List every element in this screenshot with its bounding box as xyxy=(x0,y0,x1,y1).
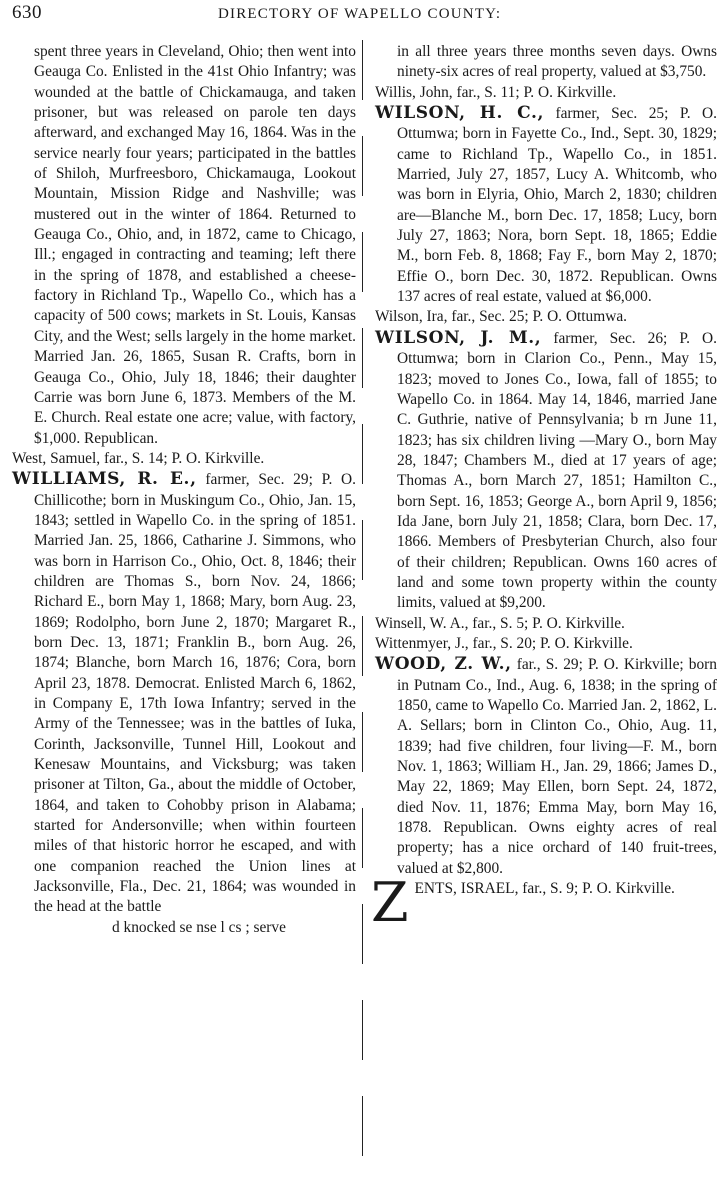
page-header xyxy=(0,0,724,30)
entry-wilson-jm xyxy=(375,328,717,614)
entry-west-samuel: West, Samuel, far., S. 14; P. O. Kirkville. xyxy=(12,449,265,467)
running-title: DIRECTORY OF WAPELLO COUNTY: xyxy=(218,6,502,22)
entry-body-wilson-jm: farmer, Sec. 26; P. O. Ottumwa; born in Clarion Co., Penn., May 15, 1823; moved to Jones Co., Iowa, fall of 1855; to Wapello Co. in 1864. May 14, 1846, married Jane C. Guthrie, native of Pennsylvania; b rn June 11, 1823; has six children living —Mary O., born May 28, 1847; Chambers M., died at 17 years of age; Thomas A., born March 27, 1851; Hamilton C., born Sept. 16, 1853; George A., born April 9, 1856; Ida Jane, born July 21, 1858; Clara, born Dec. 17, 1866. Members of Presbyterian Church, also four of their children; Republican. Owns 160 acres of land and some town property within the county limits, valued at $9,200. xyxy=(397,329,717,612)
entry-body-wilson-hc: farmer, Sec. 25; P. O. Ottumwa; born in Fayette Co., Ind., Sept. 30, 1829; came to Richland Tp., Wapello Co., in 1851. Married, July 27, 1857, Lucy A. Whitcomb, who was born in Elyria, Ohio, March 2, 1830; children are—Blanche M., born Dec. 17, 1858; Lucy, born July 27, 1863; Nora, born Sept. 18, 1865; Eddie M., born Feb. 8, 1868; Fay F., born May 2, 1870; Effie O., born Dec. 30, 1872. Republican. Owns 137 acres of real estate, valued at $6,000. xyxy=(397,105,717,306)
entry-zents-israel xyxy=(371,871,717,935)
entry-willis-john: Willis, John, far., S. 11; P. O. Kirkville. xyxy=(375,83,617,101)
left-column xyxy=(12,42,356,938)
entry-williams-re xyxy=(12,469,356,918)
entry-name-wood: WOOD, Z. W., xyxy=(375,654,512,675)
entry-name-williams: WILLIAMS, R. E., xyxy=(12,469,197,490)
entry-body-williams: farmer, Sec. 29; P. O. Chillicothe; born in Muskingum Co., Ohio, Jan. 15, 1843; settled in Wapello Co. in the spring of 1851. Married Jan. 25, 1866, Catharine J. Simmons, who was born in Harrison Co., Ohio, Oct. 8, 1846; their children are Thomas S., born Nov. 24, 1866; Richard E., born May 1, 1868; Mary, born Aug. 23, 1869; Rodolpho, born June 2, 1870; Margaret R., born Dec. 13, 1871; Franklin B., born Aug. 26, 1874; Blanche, born March 16, 1876; Cora, born April 23, 1878. Democrat. Enlisted March 6, 1862, in Company E, 17th Iowa Infantry; served in the Army of the Tennessee; was in the battles of Iuka, Corinth, Jacksonville, Tunnel Hill, Lookout and Kenesaw Mountains, and Vicksburg; was taken prisoner at Tilton, Ga., about the middle of October, 1864, and taken to Cohobby prison in Alabama; started for Andersonville; when within fourteen miles of that historic horror he escaped, and with one companion reached the Union lines at Jacksonville, Fla., Dec. 21, 1864; was wounded in the head at the battle xyxy=(34,471,357,916)
entry-name-wilson-jm: WILSON, J. M., xyxy=(375,327,542,348)
entry-williams-tail: d knocked se nse l cs ; serve xyxy=(112,918,286,936)
entry-body-zents: ENTS, ISRAEL, far., S. 9; P. O. Kirkville. xyxy=(414,880,675,898)
entry-winsell: Winsell, W. A., far., S. 5; P. O. Kirkville. xyxy=(375,614,625,632)
column-rule xyxy=(362,40,363,1190)
entry-wilson-ira: Wilson, Ira, far., Sec. 25; P. O. Ottumwa. xyxy=(375,308,628,326)
right-column xyxy=(371,42,717,935)
entry-wood-zw xyxy=(375,654,717,879)
entry-continuation-right: in all three years three months seven days. Owns ninety-six acres of real property, valued at $3,750. xyxy=(397,43,717,81)
entry-wilson-hc xyxy=(375,103,717,307)
entry-wittenmyer: Wittenmyer, J., far., S. 20; P. O. Kirkville. xyxy=(375,634,633,652)
entry-body-wood: far., S. 29; P. O. Kirkville; born in Putnam Co., Ind., Aug. 6, 1838; in the spring of 1850, came to Wapello Co. Married Jan. 2, 1862, L. A. Sellars; born in Clinton Co., Ohio, Aug. 11, 1839; had five children, four living—F. M., born Nov. 1, 1863; William H., Jan. 29, 1866; James D., May 22, 1869; May Ellen, born Sept. 24, 1872, died Nov. 11, 1876; Emma May, born May 16, 1878. Republican. Owns eighty acres of real property; has a nice orchard of 140 fruit-trees, valued at $2,800. xyxy=(397,656,717,877)
page-number: 630 xyxy=(12,2,42,23)
entry-name-wilson-hc: WILSON, H. C., xyxy=(375,103,544,124)
entry-continuation-left: spent three years in Cleveland, Ohio; then went into Geauga Co. Enlisted in the 41st Ohio Infantry; was wounded at the battle of Chickamauga, and taken prisoner, but was released on parole ten days afterward, and exchanged May 16, 1864. Was in the service nearly four years; participated in the battles of Shiloh, Murfreesboro, Chickamauga, Lookout Mountain, Mission Ridge and Nashville; was mustered out in the winter of 1864. Returned to Geauga Co., Ohio, and, in 1872, came to Chicago, Ill.; engaged in contracting and teaming; left there in the spring of 1878, and established a cheese-factory in Richland Tp., Wapello Co., which has a capacity of 500 cows; markets in St. Louis, Kansas City, and the West; sells largely in the home market. Married Jan. 26, 1865, Susan R. Crafts, born in Geauga Co., Ohio, July 18, 1846; their daughter Carrie was born June 6, 1873. Members of the M. E. Church. Real estate one acre; value, with factory, $1,000. Republican. xyxy=(34,43,356,447)
drop-cap-z: Z xyxy=(371,871,409,935)
